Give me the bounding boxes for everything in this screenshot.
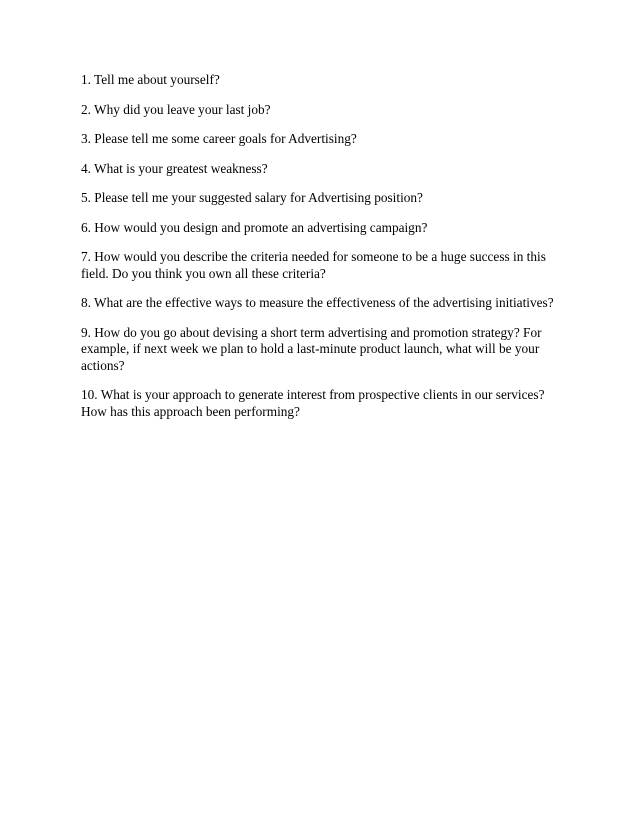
question-2: 2. Why did you leave your last job? xyxy=(81,101,271,117)
question-10: 10. What is your approach to generate interest from prospective clients in our services? How has this approach been performing? xyxy=(81,387,545,419)
question-6: 6. How would you design and promote an advertising campaign? xyxy=(81,219,428,235)
question-list xyxy=(81,72,559,433)
question-3: 3. Please tell me some career goals for Advertising? xyxy=(81,131,357,146)
question-4: 4. What is your greatest weakness? xyxy=(81,160,268,176)
question-1: 1. Tell me about yourself? xyxy=(81,72,220,87)
question-9: 9. How do you go about devising a short term advertising and promotion strategy? For example, if next week we plan to hold a last-minute product launch, what will be your actions? xyxy=(81,324,542,373)
question-5: 5. Please tell me your suggested salary for Advertising position? xyxy=(81,190,423,205)
question-8: 8. What are the effective ways to measure the effectiveness of the advertising initiatives? xyxy=(81,295,554,310)
question-7: 7. How would you describe the criteria needed for someone to be a huge success in this field. Do you think you own all these criteria? xyxy=(81,249,546,281)
